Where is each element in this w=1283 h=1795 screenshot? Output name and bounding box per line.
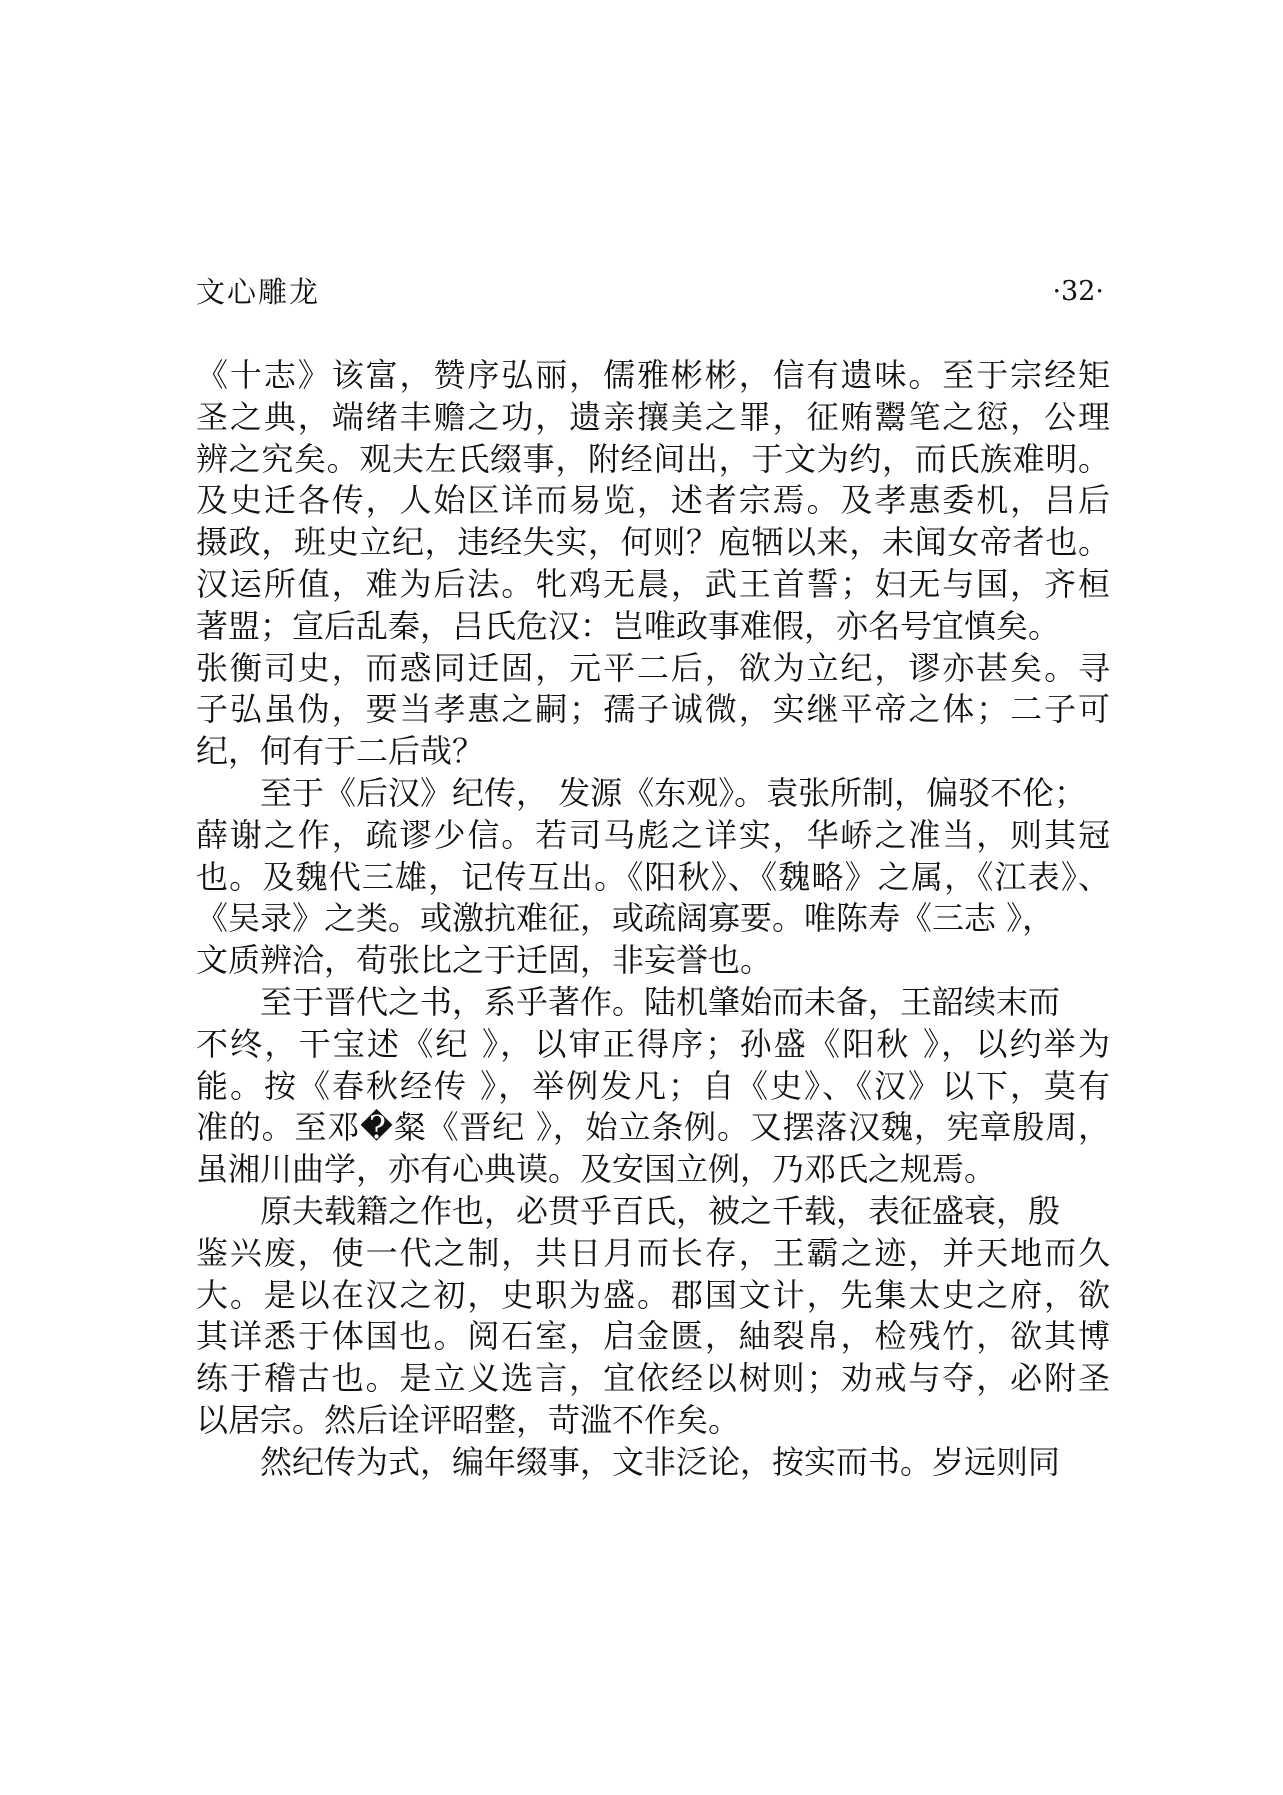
text-line: 虽湘川曲学，亦有心典谟。及安国立例，乃邓氏之规焉。 xyxy=(196,1150,997,1189)
text-line: 至于《后汉》纪传， 发源《东观》。袁张所制，偏驳不伦； xyxy=(260,773,1087,812)
text-line: 然纪传为式，编年缀事，文非泛论，按实而书。岁远则同 xyxy=(260,1442,1061,1481)
text-line: 文质辨洽，荀张比之于迁固，非妄誉也。 xyxy=(196,941,773,980)
book-title: 文心雕龙 xyxy=(196,275,321,309)
text-line: 能。按《春秋经传 》，举例发凡；自《史》、《汉》以下，莫有 xyxy=(196,1066,1110,1105)
text-line: 薛谢之作，疏谬少信。若司马彪之详实，华峤之准当，则其冠 xyxy=(196,815,1110,854)
page-number: ·32· xyxy=(1052,276,1104,307)
text-line: 汉运所值，难为后法。牝鸡无晨，武王首誓；妇无与国，齐桓 xyxy=(196,564,1110,603)
text-line: 著盟；宣后乱秦，吕氏危汉：岂唯政事难假，亦名号宜慎矣。 xyxy=(196,606,1061,645)
text-line: 张衡司史，而惑同迁固，元平二后，欲为立纪，谬亦甚矣。寻 xyxy=(196,648,1110,687)
text-line: 不终，干宝述《纪 》，以审正得序；孙盛《阳秋 》，以约举为 xyxy=(196,1024,1110,1063)
text-line: 子弘虽伪，要当孝惠之嗣；孺子诚微，实继平帝之体；二子可 xyxy=(196,690,1110,729)
text-line: 摄政，班史立纪，违经失实，何则？庖牺以来，未闻女帝者也。 xyxy=(196,523,1110,562)
text-line: 辨之究矣。观夫左氏缀事，附经间出，于文为约，而氏族难明。 xyxy=(196,439,1110,478)
text-line: 《十志》该富，赞序弘丽，儒雅彬彬，信有遗味。至于宗经矩 xyxy=(196,356,1110,394)
text-line: 准的。至邓�粲《晋纪 》，始立条例。又摆落汉魏，宪章殷周， xyxy=(196,1108,1110,1147)
text-line: 也。及魏代三雄，记传互出。《阳秋》、《魏略》之属，《江表》、 xyxy=(196,857,1110,896)
text-line: 及史迁各传，人始区详而易览，述者宗焉。及孝惠委机，吕后 xyxy=(196,481,1110,520)
text-line: 大。是以在汉之初，史职为盛。郡国文计，先集太史之府，欲 xyxy=(196,1275,1110,1314)
text-line: 《吴录》之类。或激抗难征，或疏阔寡要。唯陈寿《三志 》， xyxy=(196,899,1055,938)
running-header xyxy=(196,272,1104,312)
text-line: 其详悉于体国也。阅石室，启金匮，紬裂帛，检残竹，欲其博 xyxy=(196,1317,1110,1356)
text-line: 纪，何有于二后哉？ xyxy=(196,732,485,771)
body-text xyxy=(196,355,1110,1484)
text-line: 练于稽古也。是立义选言，宜依经以树则；劝戒与夺，必附圣 xyxy=(196,1359,1110,1398)
text-line: 原夫载籍之作也，必贯乎百氏，被之千载，表征盛衰，殷 xyxy=(260,1191,1061,1230)
text-line: 至于晋代之书，系乎著作。陆机肇始而未备，王韶续末而 xyxy=(260,982,1061,1021)
text-line: 鉴兴废，使一代之制，共日月而长存，王霸之迹，并天地而久 xyxy=(196,1233,1110,1272)
text-line: 以居宗。然后诠评昭整，苛滥不作矣。 xyxy=(196,1400,741,1439)
text-line: 圣之典，端绪丰赡之功，遗亲攘美之罪，征贿鬻笔之愆，公理 xyxy=(196,397,1110,436)
